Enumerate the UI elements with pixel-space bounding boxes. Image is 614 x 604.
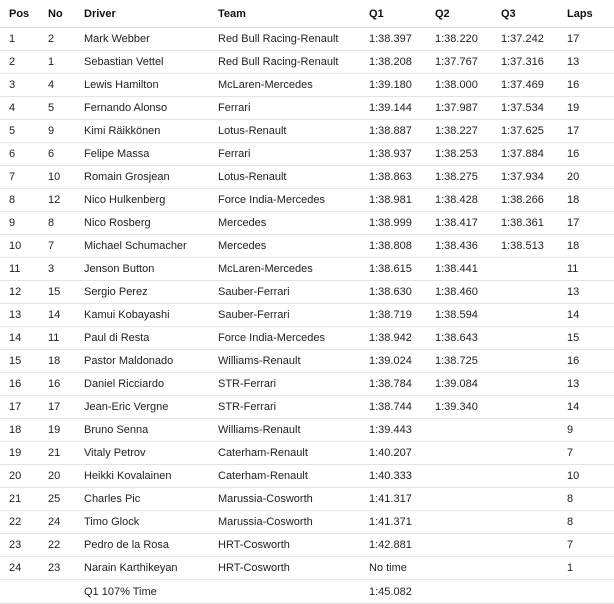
cell-no: 20 [42, 465, 76, 488]
cell-q2: 1:38.460 [429, 281, 495, 304]
cell-pos: 11 [0, 258, 42, 281]
cell-driver: Pastor Maldonado [76, 350, 210, 373]
cell-team: Force India-Mercedes [210, 189, 363, 212]
cell-laps: 18 [561, 189, 614, 212]
cell-q1: No time [363, 557, 429, 580]
cell-q3 [495, 327, 561, 350]
cell-pos: 10 [0, 235, 42, 258]
cell-team: Force India-Mercedes [210, 327, 363, 350]
table-row [0, 166, 614, 189]
cell-q2: 1:37.987 [429, 97, 495, 120]
table-row [0, 28, 614, 51]
cell-driver: Pedro de la Rosa [76, 534, 210, 557]
cell-no: 8 [42, 212, 76, 235]
header-row [0, 0, 614, 28]
cell-team: STR-Ferrari [210, 373, 363, 396]
cell-q3 [495, 557, 561, 580]
column-header-driver: Driver [76, 0, 210, 28]
cell-no: 7 [42, 235, 76, 258]
cell-team: Caterham-Renault [210, 442, 363, 465]
cell-driver: Vitaly Petrov [76, 442, 210, 465]
cell-no: 3 [42, 258, 76, 281]
cell-no: 14 [42, 304, 76, 327]
cell-q3 [495, 419, 561, 442]
cell-q2 [429, 488, 495, 511]
table-row [0, 557, 614, 580]
cell-laps: 14 [561, 396, 614, 419]
cell-pos: 19 [0, 442, 42, 465]
table-row [0, 442, 614, 465]
cell-laps: 9 [561, 419, 614, 442]
cell-team: Sauber-Ferrari [210, 304, 363, 327]
cell-laps: 1 [561, 557, 614, 580]
cell-pos: 22 [0, 511, 42, 534]
cell-no: 21 [42, 442, 76, 465]
cell-no: 11 [42, 327, 76, 350]
cell-q3 [495, 258, 561, 281]
table-row [0, 189, 614, 212]
cell-q2: 1:38.000 [429, 74, 495, 97]
cell-driver: Nico Rosberg [76, 212, 210, 235]
cell-q3: 1:37.884 [495, 143, 561, 166]
cell-q1: 1:38.397 [363, 28, 429, 51]
cell-laps: 17 [561, 120, 614, 143]
cell-driver: Heikki Kovalainen [76, 465, 210, 488]
cell-q1: 1:38.630 [363, 281, 429, 304]
cell-q1: 1:39.144 [363, 97, 429, 120]
table-row [0, 373, 614, 396]
table-row [0, 281, 614, 304]
cell-laps: 14 [561, 304, 614, 327]
column-header-pos: Pos [0, 0, 42, 28]
cell-q2: 1:38.227 [429, 120, 495, 143]
cell-q3: 1:37.934 [495, 166, 561, 189]
cell-driver: Mark Webber [76, 28, 210, 51]
cell-pos: 24 [0, 557, 42, 580]
table-row [0, 488, 614, 511]
cell-q3 [495, 373, 561, 396]
cell-pos: 12 [0, 281, 42, 304]
footer-label: Q1 107% Time [76, 580, 210, 604]
cell-no: 18 [42, 350, 76, 373]
cell-pos: 9 [0, 212, 42, 235]
cell-team: Red Bull Racing-Renault [210, 51, 363, 74]
cell-laps: 16 [561, 143, 614, 166]
cell-q2: 1:38.417 [429, 212, 495, 235]
cell-no: 22 [42, 534, 76, 557]
cell-team: Lotus-Renault [210, 166, 363, 189]
cell-laps: 15 [561, 327, 614, 350]
cell-laps: 7 [561, 534, 614, 557]
cell-no: 19 [42, 419, 76, 442]
cell-driver: Kimi Räikkönen [76, 120, 210, 143]
cell-pos: 1 [0, 28, 42, 51]
cell-no: 12 [42, 189, 76, 212]
cell-q3: 1:37.316 [495, 51, 561, 74]
cell-q3 [495, 488, 561, 511]
cell-team: Marussia-Cosworth [210, 511, 363, 534]
cell-q3: 1:38.266 [495, 189, 561, 212]
table-row [0, 327, 614, 350]
cell-q3 [495, 511, 561, 534]
table-row [0, 350, 614, 373]
cell-q3: 1:37.625 [495, 120, 561, 143]
cell-q1: 1:38.999 [363, 212, 429, 235]
cell-q2 [429, 557, 495, 580]
table-row [0, 143, 614, 166]
cell-driver: Nico Hulkenberg [76, 189, 210, 212]
cell-team: Mercedes [210, 235, 363, 258]
cell-q2 [429, 465, 495, 488]
cell-team: Lotus-Renault [210, 120, 363, 143]
column-header-q1: Q1 [363, 0, 429, 28]
cell-q3 [495, 534, 561, 557]
cell-driver: Sebastian Vettel [76, 51, 210, 74]
cell-pos: 13 [0, 304, 42, 327]
cell-no: 9 [42, 120, 76, 143]
cell-pos: 8 [0, 189, 42, 212]
cell-driver: Sergio Perez [76, 281, 210, 304]
cell-q1: 1:38.615 [363, 258, 429, 281]
cell-q2: 1:38.253 [429, 143, 495, 166]
table-row [0, 97, 614, 120]
cell-pos: 6 [0, 143, 42, 166]
cell-no: 23 [42, 557, 76, 580]
cell-q3 [495, 281, 561, 304]
cell-no: 1 [42, 51, 76, 74]
cell-pos: 14 [0, 327, 42, 350]
cell-team: Ferrari [210, 143, 363, 166]
footer-q1-time: 1:45.082 [363, 580, 429, 604]
cell-q1: 1:38.942 [363, 327, 429, 350]
cell-no: 24 [42, 511, 76, 534]
table-row [0, 74, 614, 97]
cell-no: 17 [42, 396, 76, 419]
cell-q2 [429, 419, 495, 442]
cell-laps: 13 [561, 51, 614, 74]
column-header-q2: Q2 [429, 0, 495, 28]
cell-no: 5 [42, 97, 76, 120]
cell-driver: Romain Grosjean [76, 166, 210, 189]
cell-laps: 7 [561, 442, 614, 465]
cell-no: 2 [42, 28, 76, 51]
cell-q3: 1:38.513 [495, 235, 561, 258]
cell-q1: 1:40.333 [363, 465, 429, 488]
cell-team: McLaren-Mercedes [210, 258, 363, 281]
cell-q2: 1:38.725 [429, 350, 495, 373]
cell-no: 25 [42, 488, 76, 511]
cell-driver: Michael Schumacher [76, 235, 210, 258]
cell-q3 [495, 350, 561, 373]
cell-q3 [495, 465, 561, 488]
cell-q1: 1:38.784 [363, 373, 429, 396]
cell-q1: 1:38.808 [363, 235, 429, 258]
cell-q2: 1:38.428 [429, 189, 495, 212]
table-row [0, 511, 614, 534]
cell-q2: 1:39.340 [429, 396, 495, 419]
cell-q2: 1:38.220 [429, 28, 495, 51]
table-row [0, 396, 614, 419]
cell-no: 6 [42, 143, 76, 166]
cell-team: Williams-Renault [210, 419, 363, 442]
column-header-no: No [42, 0, 76, 28]
cell-driver: Jenson Button [76, 258, 210, 281]
cell-no: 10 [42, 166, 76, 189]
cell-q3: 1:37.469 [495, 74, 561, 97]
cell-team: HRT-Cosworth [210, 534, 363, 557]
cell-laps: 16 [561, 74, 614, 97]
cell-laps: 19 [561, 97, 614, 120]
table-row [0, 120, 614, 143]
cell-team: Caterham-Renault [210, 465, 363, 488]
cell-driver: Daniel Ricciardo [76, 373, 210, 396]
table-row [0, 304, 614, 327]
cell-driver: Felipe Massa [76, 143, 210, 166]
cell-q1: 1:38.863 [363, 166, 429, 189]
cell-laps: 11 [561, 258, 614, 281]
cell-laps: 17 [561, 28, 614, 51]
cell-pos: 7 [0, 166, 42, 189]
cell-q2: 1:38.441 [429, 258, 495, 281]
cell-q1: 1:38.887 [363, 120, 429, 143]
cell-driver: Charles Pic [76, 488, 210, 511]
cell-q3: 1:37.242 [495, 28, 561, 51]
cell-driver: Timo Glock [76, 511, 210, 534]
cell-no: 4 [42, 74, 76, 97]
table-row [0, 465, 614, 488]
table-row [0, 51, 614, 74]
cell-q1: 1:39.443 [363, 419, 429, 442]
table-row [0, 258, 614, 281]
cell-driver: Bruno Senna [76, 419, 210, 442]
cell-team: Ferrari [210, 97, 363, 120]
cell-q2: 1:38.275 [429, 166, 495, 189]
cell-driver: Narain Karthikeyan [76, 557, 210, 580]
cell-pos: 21 [0, 488, 42, 511]
cell-team: HRT-Cosworth [210, 557, 363, 580]
cell-laps: 17 [561, 212, 614, 235]
cell-q2: 1:37.767 [429, 51, 495, 74]
cell-team: Marussia-Cosworth [210, 488, 363, 511]
cell-pos: 15 [0, 350, 42, 373]
cell-q1: 1:39.180 [363, 74, 429, 97]
cell-pos: 23 [0, 534, 42, 557]
cell-laps: 18 [561, 235, 614, 258]
cell-q3: 1:38.361 [495, 212, 561, 235]
cell-q2 [429, 511, 495, 534]
cell-q2: 1:39.084 [429, 373, 495, 396]
cell-laps: 13 [561, 373, 614, 396]
cell-q1: 1:41.317 [363, 488, 429, 511]
cell-pos: 18 [0, 419, 42, 442]
cell-q2 [429, 534, 495, 557]
cell-no: 15 [42, 281, 76, 304]
cell-team: Mercedes [210, 212, 363, 235]
table-row [0, 235, 614, 258]
cell-laps: 20 [561, 166, 614, 189]
cell-laps: 16 [561, 350, 614, 373]
cell-q2: 1:38.436 [429, 235, 495, 258]
column-header-team: Team [210, 0, 363, 28]
cell-q3 [495, 396, 561, 419]
cell-driver: Jean-Eric Vergne [76, 396, 210, 419]
cell-q2 [429, 442, 495, 465]
cell-team: Sauber-Ferrari [210, 281, 363, 304]
cell-driver: Kamui Kobayashi [76, 304, 210, 327]
table-row [0, 212, 614, 235]
cell-q1: 1:38.744 [363, 396, 429, 419]
cell-team: McLaren-Mercedes [210, 74, 363, 97]
table-row [0, 419, 614, 442]
column-header-laps: Laps [561, 0, 614, 28]
cell-pos: 5 [0, 120, 42, 143]
cell-q2: 1:38.643 [429, 327, 495, 350]
cell-pos: 20 [0, 465, 42, 488]
cell-no: 16 [42, 373, 76, 396]
cell-q1: 1:42.881 [363, 534, 429, 557]
cell-laps: 8 [561, 488, 614, 511]
cell-q2: 1:38.594 [429, 304, 495, 327]
cell-laps: 8 [561, 511, 614, 534]
cell-pos: 16 [0, 373, 42, 396]
results-body [0, 28, 614, 580]
cell-q3 [495, 304, 561, 327]
column-header-q3: Q3 [495, 0, 561, 28]
cell-pos: 4 [0, 97, 42, 120]
cell-q1: 1:38.937 [363, 143, 429, 166]
cell-q1: 1:40.207 [363, 442, 429, 465]
cell-team: STR-Ferrari [210, 396, 363, 419]
cell-q1: 1:39.024 [363, 350, 429, 373]
cell-driver: Paul di Resta [76, 327, 210, 350]
cell-pos: 2 [0, 51, 42, 74]
cell-q3 [495, 442, 561, 465]
cell-pos: 17 [0, 396, 42, 419]
table-row [0, 534, 614, 557]
cell-laps: 13 [561, 281, 614, 304]
cell-pos: 3 [0, 74, 42, 97]
cell-q1: 1:38.208 [363, 51, 429, 74]
cell-q1: 1:38.719 [363, 304, 429, 327]
cell-driver: Lewis Hamilton [76, 74, 210, 97]
cell-q1: 1:41.371 [363, 511, 429, 534]
cell-team: Red Bull Racing-Renault [210, 28, 363, 51]
cell-team: Williams-Renault [210, 350, 363, 373]
cell-q3: 1:37.534 [495, 97, 561, 120]
cell-q1: 1:38.981 [363, 189, 429, 212]
cell-laps: 10 [561, 465, 614, 488]
cell-driver: Fernando Alonso [76, 97, 210, 120]
